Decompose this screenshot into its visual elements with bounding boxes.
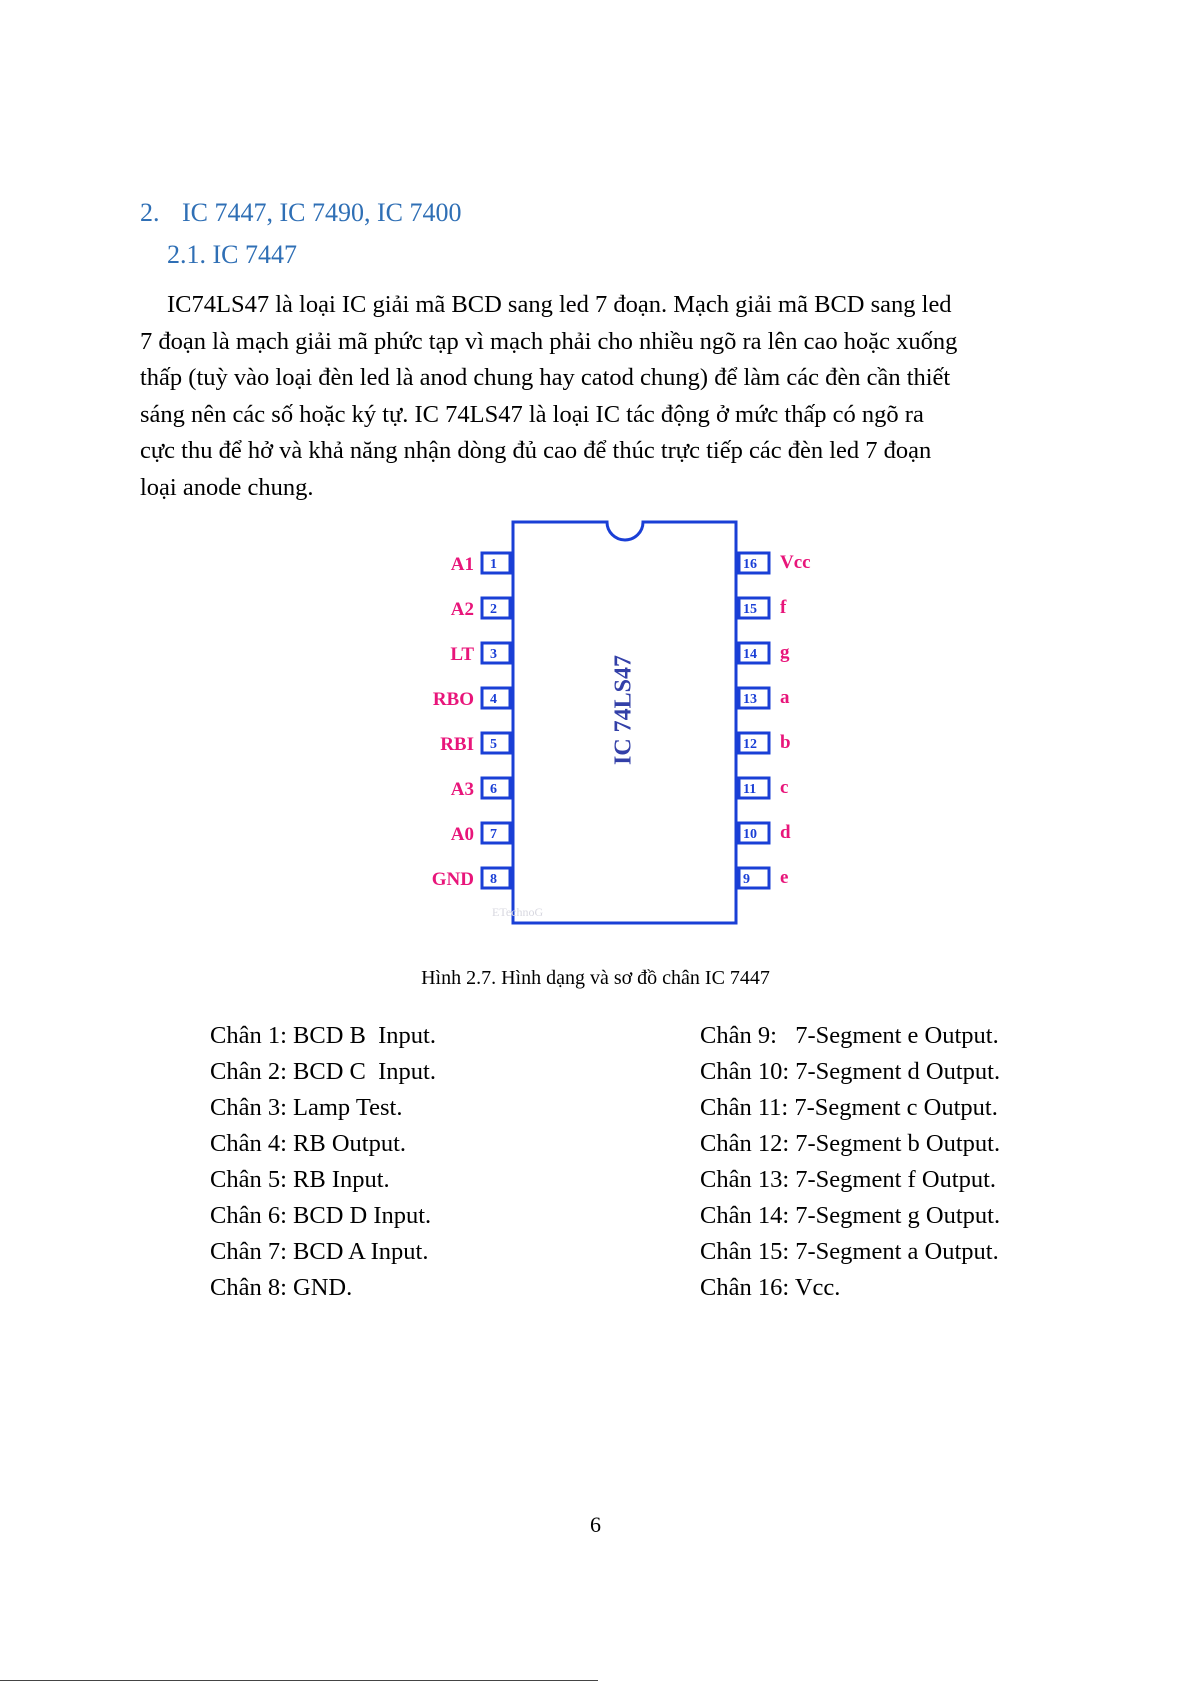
pin-label: LT: [450, 644, 474, 665]
pin-number: 16: [743, 557, 757, 572]
pin-label: A2: [450, 599, 474, 620]
pin-label: RBI: [440, 734, 474, 755]
pin-label: A0: [450, 824, 474, 845]
pin-description: Chân 2: BCD C Input.: [210, 1058, 436, 1085]
pin-description: Chân 16: Vcc.: [700, 1274, 841, 1301]
pin-description: Chân 13: 7-Segment f Output.: [700, 1166, 997, 1193]
section-title: IC 7447, IC 7490, IC 7400: [182, 198, 462, 227]
pin-number: 5: [490, 737, 497, 752]
pin-description: Chân 15: 7-Segment a Output.: [700, 1238, 999, 1265]
pin-number: 13: [743, 692, 757, 707]
pin-number: 15: [743, 602, 757, 617]
pin-description: Chân 14: 7-Segment g Output.: [700, 1202, 1001, 1229]
section-number: 2.: [140, 198, 160, 227]
pin-description: Chân 3: Lamp Test.: [210, 1094, 403, 1121]
pin-description: Chân 1: BCD B Input.: [210, 1022, 436, 1049]
pin-description: Chân 9: 7-Segment e Output.: [700, 1022, 999, 1049]
section-heading: [140, 198, 462, 228]
page-number: 6: [590, 1512, 601, 1537]
watermark-text: ETechnoG: [492, 905, 544, 919]
pin-label: Vcc: [780, 552, 811, 573]
figure-caption: Hình 2.7. Hình dạng và sơ đồ chân IC 7447: [421, 967, 770, 989]
pin-description: Chân 12: 7-Segment b Output.: [700, 1130, 1001, 1157]
pin-description: Chân 10: 7-Segment d Output.: [700, 1058, 1001, 1085]
pin-number: 10: [743, 827, 757, 842]
pin-label: A3: [450, 779, 474, 800]
pin-label: e: [780, 867, 789, 888]
intro-paragraph: [140, 287, 1060, 506]
pin-description: Chân 4: RB Output.: [210, 1130, 407, 1157]
pin-description: Chân 11: 7-Segment c Output.: [700, 1094, 998, 1121]
pin-number: 14: [743, 647, 757, 662]
ic-pinout-figure: [410, 510, 830, 930]
pin-number: 8: [490, 872, 497, 887]
pin-description: Chân 5: RB Input.: [210, 1166, 390, 1193]
pin-number: 12: [743, 737, 757, 752]
pin-number: 11: [743, 782, 757, 797]
pin-label: d: [780, 822, 791, 843]
pin-number: 4: [490, 692, 497, 707]
footer-rule: [0, 1680, 598, 1681]
pin-label: f: [780, 597, 787, 618]
paragraph-line: cực thu để hở và khả năng nhận dòng đủ cao để thúc trực tiếp các đèn led 7 đoạn: [140, 437, 932, 464]
pin-number: 6: [490, 782, 497, 797]
paragraph-line: loại anode chung.: [140, 473, 314, 501]
pin-label: RBO: [432, 689, 474, 710]
paragraph-line: 7 đoạn là mạch giải mã phức tạp vì mạch phải cho nhiều ngõ ra lên cao hoặc xuống: [140, 327, 958, 355]
ic-pinout-diagram: [410, 510, 830, 930]
pin-description: Chân 8: GND.: [210, 1274, 353, 1301]
pin-description: Chân 7: BCD A Input.: [210, 1238, 429, 1265]
pin-label: A1: [450, 554, 474, 575]
pin-label: GND: [431, 869, 474, 890]
chip-label: IC 74LS47: [610, 654, 637, 766]
pin-label: a: [780, 687, 790, 708]
pin-list-right: [700, 1018, 1000, 1306]
pin-label: g: [780, 642, 790, 663]
pin-number: 9: [743, 872, 750, 887]
pin-number: 1: [490, 557, 497, 572]
pin-label: b: [780, 732, 791, 753]
subsection-heading: 2.1. IC 7447: [167, 240, 297, 269]
paragraph-line: sáng nên các số hoặc ký tự. IC 74LS47 là loại IC tác động ở mức thấp có ngõ ra: [140, 400, 924, 428]
pin-label: c: [780, 777, 789, 798]
pin-number: 2: [490, 602, 497, 617]
paragraph-line: IC74LS47 là loại IC giải mã BCD sang led 7 đoạn. Mạch giải mã BCD sang led: [167, 291, 952, 318]
pin-number: 7: [490, 827, 497, 842]
pin-list-left: [210, 1018, 436, 1306]
pin-description: Chân 6: BCD D Input.: [210, 1202, 432, 1229]
pin-number: 3: [490, 647, 497, 662]
paragraph-line: thấp (tuỳ vào loại đèn led là anod chung hay catod chung) để làm các đèn cần thiết: [140, 364, 951, 391]
